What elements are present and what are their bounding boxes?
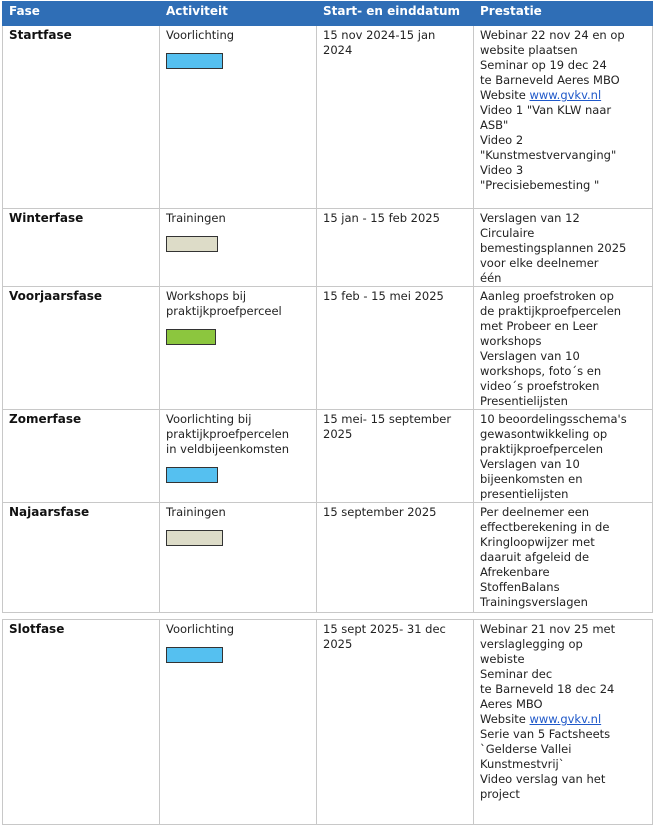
activity-line: Voorlichting [166, 28, 235, 42]
prestatie-cell [474, 287, 653, 410]
spacer-cell [474, 613, 653, 620]
table-row [3, 410, 653, 503]
prestatie-line: gewasontwikkeling op [480, 427, 608, 441]
phase-cell: Voorjaarsfase [3, 287, 160, 410]
prestatie-line: Aanleg proefstroken op [480, 289, 614, 303]
prestatie-line: website plaatsen [480, 43, 578, 57]
activity-cell [160, 26, 317, 209]
prestatie-line: ASB" [480, 118, 509, 132]
prestatie-line: Aeres MBO [480, 697, 543, 711]
table-row [3, 620, 653, 825]
header-prestatie: Prestatie [474, 2, 653, 26]
prestatie-line: "Precisiebemesting " [480, 178, 600, 192]
activity-line: praktijkproefperceel [166, 304, 282, 318]
prestatie-line: Website www.gvkv.nl [480, 88, 602, 102]
prestatie-cell [474, 503, 653, 613]
prestatie-cell [474, 620, 653, 825]
color-swatch [166, 530, 223, 546]
prestatie-line: workshops [480, 334, 542, 348]
prestatie-line: workshops, foto´s en [480, 364, 602, 378]
prestatie-line: voor elke deelnemer [480, 256, 599, 270]
date-cell [317, 503, 474, 613]
prestatie-line: één [480, 271, 502, 285]
activity-cell [160, 503, 317, 613]
prestatie-line: met Probeer en Leer [480, 319, 598, 333]
prestatie-line: bijeenkomsten en [480, 472, 583, 486]
date-cell [317, 26, 474, 209]
date-line: 15 september 2025 [323, 505, 437, 519]
prestatie-line: Verslagen van 10 [480, 457, 580, 471]
activity-cell [160, 209, 317, 287]
prestatie-line: daaruit afgeleid de [480, 550, 590, 564]
prestatie-line: StoffenBalans [480, 580, 560, 594]
prestatie-line: Circulaire [480, 226, 535, 240]
prestatie-line: Verslagen van 12 [480, 211, 580, 225]
date-cell [317, 209, 474, 287]
prestatie-cell [474, 410, 653, 503]
prestatie-line: Video verslag van het [480, 772, 606, 786]
prestatie-line: te Barneveld 18 dec 24 [480, 682, 615, 696]
website-link[interactable]: www.gvkv.nl [529, 712, 602, 726]
prestatie-line: Webinar 22 nov 24 en op [480, 28, 625, 42]
date-cell [317, 620, 474, 825]
table-row [3, 287, 653, 410]
date-line: 15 nov 2024-15 jan [323, 28, 436, 42]
prestatie-line: Presentielijsten [480, 394, 568, 408]
activity-line: praktijkproefpercelen [166, 427, 290, 441]
prestatie-line: Afrekenbare [480, 565, 550, 579]
prestatie-line: Webinar 21 nov 25 met [480, 622, 616, 636]
header-datum: Start- en einddatum [317, 2, 474, 26]
date-line: 15 mei- 15 september [323, 412, 452, 426]
prestatie-line: Seminar dec [480, 667, 553, 681]
phase-cell: Startfase [3, 26, 160, 209]
prestatie-line: Website www.gvkv.nl [480, 712, 602, 726]
prestatie-line: de praktijkproefpercelen [480, 304, 622, 318]
spacer-cell [317, 613, 474, 620]
prestatie-line: te Barneveld Aeres MBO [480, 73, 620, 87]
prestatie-line: Serie van 5 Factsheets [480, 727, 611, 741]
prestatie-line: Video 3 [480, 163, 524, 177]
color-swatch [166, 236, 218, 252]
table-spacer [3, 613, 653, 620]
color-swatch [166, 329, 216, 345]
color-swatch [166, 647, 223, 663]
date-line: 15 sept 2025- 31 dec [323, 622, 446, 636]
prestatie-line: Kunstmestvrij` [480, 757, 565, 771]
table-row [3, 503, 653, 613]
spacer-cell [3, 613, 160, 620]
activity-cell [160, 410, 317, 503]
prestatie-line: "Kunstmestvervanging" [480, 148, 617, 162]
activity-line: Trainingen [166, 505, 226, 519]
prestatie-line: webiste [480, 652, 525, 666]
activity-line: in veldbijeenkomsten [166, 442, 289, 456]
prestatie-line: Seminar op 19 dec 24 [480, 58, 607, 72]
phase-cell: Najaarsfase [3, 503, 160, 613]
project-phase-table [2, 1, 653, 825]
prestatie-line: Video 1 "Van KLW naar [480, 103, 612, 117]
website-link[interactable]: www.gvkv.nl [529, 88, 602, 102]
date-line: 15 jan - 15 feb 2025 [323, 211, 440, 225]
prestatie-line: effectberekening in de [480, 520, 610, 534]
date-line: 2025 [323, 637, 353, 651]
table-row [3, 209, 653, 287]
spacer-cell [160, 613, 317, 620]
prestatie-line: video´s proefstroken [480, 379, 600, 393]
prestatie-line: Kringloopwijzer met [480, 535, 595, 549]
prestatie-line: Trainingsverslagen [480, 595, 588, 609]
color-swatch [166, 53, 223, 69]
phase-cell: Winterfase [3, 209, 160, 287]
activity-cell [160, 620, 317, 825]
prestatie-line: Video 2 [480, 133, 524, 147]
prestatie-cell [474, 26, 653, 209]
table-header-row [3, 2, 653, 26]
phase-cell: Slotfase [3, 620, 160, 825]
date-line: 2024 [323, 43, 353, 57]
header-activiteit: Activiteit [160, 2, 317, 26]
prestatie-line: verslaglegging op [480, 637, 583, 651]
prestatie-line: Verslagen van 10 [480, 349, 580, 363]
activity-line: Voorlichting bij [166, 412, 252, 426]
date-line: 15 feb - 15 mei 2025 [323, 289, 444, 303]
header-fase: Fase [3, 2, 160, 26]
date-cell [317, 287, 474, 410]
prestatie-cell [474, 209, 653, 287]
activity-line: Voorlichting [166, 622, 235, 636]
color-swatch [166, 467, 218, 483]
prestatie-line: project [480, 787, 520, 801]
table-row [3, 26, 653, 209]
prestatie-line: praktijkproefpercelen [480, 442, 604, 456]
prestatie-line: bemestingsplannen 2025 [480, 241, 627, 255]
prestatie-line: presentielijsten [480, 487, 569, 501]
prestatie-line: `Gelderse Vallei [480, 742, 572, 756]
activity-cell [160, 287, 317, 410]
prestatie-line: 10 beoordelingsschema's [480, 412, 627, 426]
date-cell [317, 410, 474, 503]
prestatie-line: Per deelnemer een [480, 505, 590, 519]
activity-line: Workshops bij [166, 289, 247, 303]
activity-line: Trainingen [166, 211, 226, 225]
date-line: 2025 [323, 427, 353, 441]
phase-cell: Zomerfase [3, 410, 160, 503]
